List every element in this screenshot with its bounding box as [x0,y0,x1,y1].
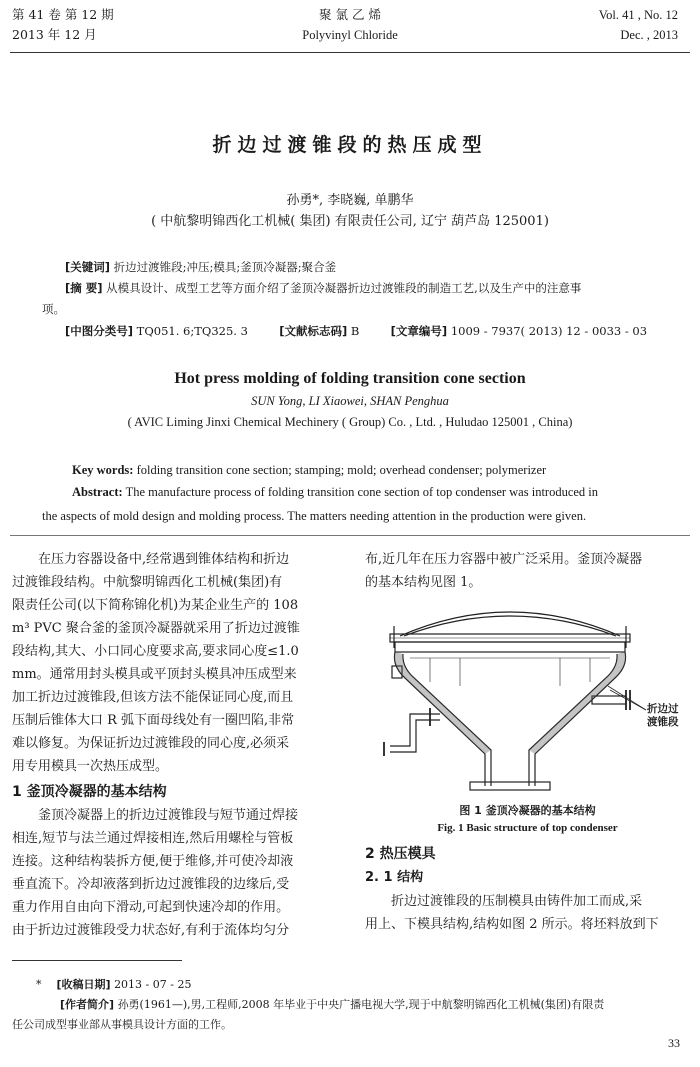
footnote-author-continued: 任公司成型事业部从事模具设计方面的工作。 [12,1018,232,1031]
body-line: 釜顶冷凝器上的折边过渡锥段与短节通过焊接 [38,808,299,823]
body-line: 在压力容器设备中,经常遇到锥体结构和折边 [38,552,290,567]
clc-label: [中图分类号] [65,324,134,338]
body-line: 相连,短节与法兰通过焊接相连,然后用螺栓与管板 [12,831,294,846]
article-title-en: Hot press molding of folding transition cone section [174,370,526,387]
body-line: 用专用模具一次热压成型。 [12,759,169,774]
body-line: 过渡锥段结构。中航黎明锦西化工机械(集团)有 [12,575,283,590]
bottom-flange [470,782,550,790]
body-line: mm。通常用封头模具或平顶封头模具冲压成型来 [12,667,297,682]
body-line: 加工折边过渡锥段,但该方法不能保证同心度,而且 [12,690,294,705]
section2-heading: 2 热压模具 [365,846,436,862]
authors-en: SUN Yong, LI Xiaowei, SHAN Penghua [251,394,449,408]
abstract-en-line1: The manufacture process of folding transition cone section of top condenser was introduced in [125,485,599,499]
abstract-cn-continued: 项。 [42,302,65,316]
abstract-en-label: Abstract: [72,485,123,499]
body-line: 重力作用自由向下滑动,可起到快速冷却的作用。 [12,900,290,915]
authors-cn: 孙勇*, 李晓巍, 单鹏华 [286,193,414,208]
short-shell [395,642,625,652]
body-line: 用上、下模具结构,结构如图 2 所示。将坯料放到下 [365,917,659,932]
right-column-intro [365,548,690,594]
section1-heading: 1 釜顶冷凝器的基本结构 [12,784,167,800]
received-value: 2013 - 07 - 25 [114,978,192,991]
keywords-en-text: folding transition cone section; stamping; mold; overhead condenser; polymerizer [136,463,547,477]
classification-line [65,321,685,341]
abstract-cn-text: 从模具设计、成型工艺等方面介绍了釜顶冷凝器折边过渡锥段的制造工艺,以及生产中的注意事 [106,281,582,295]
footnote-rule [12,960,182,961]
body-line: 由于折边过渡锥段受力状态好,有利于流体均匀分 [12,923,290,938]
keywords-cn-label: [关键词] [65,260,111,274]
body-line: 压制后锥体大口 R 弧下面母线处有一圈凹陷,非常 [12,713,295,728]
keywords-cn-text: 折边过渡锥段;冲压;模具;釜顶冷凝器;聚合釜 [113,260,337,274]
author-label: [作者简介] [60,998,115,1011]
section-divider [10,535,690,536]
abstract-en-line2: the aspects of mold design and molding process. The matters needing attention in the production were given. [42,509,587,523]
body-line: 限责任公司(以下简称锦化机)为某企业生产的 108 [12,598,299,613]
header-volume-en: Vol. 41 , No. 12 [598,8,678,22]
keywords-en-label: Key words: [72,463,134,477]
received-label: [收稿日期] [56,978,111,991]
body-line: 折边过渡锥段的压制模具由铸件加工而成,采 [391,894,643,909]
header-date-en: Dec. , 2013 [620,28,678,42]
keywords-cn [65,257,685,277]
body-line: 布,近几年在压力容器中被广泛采用。釜顶冷凝器 [365,552,643,567]
right-nozzle [592,696,626,704]
left-column [12,548,337,942]
article-title-cn: 折边过渡锥段的热压成型 [212,134,488,156]
affiliation-cn: ( 中航黎明锦西化工机械( 集团) 有限责任公司, 辽宁 葫芦岛 125001) [151,214,549,229]
body-line: m³ PVC 聚合釜的釜顶冷凝器就采用了折边过渡锥 [12,621,300,636]
header-journal-cn: 聚 氯 乙 烯 [319,7,381,22]
doc-code-label: [文献标志码] [279,324,348,338]
page-number: 33 [668,1036,680,1050]
doc-code-value: B [350,324,360,338]
figure-label-line1: 折边过 [647,703,679,715]
figure-label-line2: 渡锥段 [647,716,679,728]
author-text: 孙勇(1961—),男,工程师,2008 年毕业于中央广播电视大学,现于中航黎明锦西化工机械(集团)有限责 [117,998,605,1011]
abstract-cn [65,278,685,298]
clc-value: TQ051. 6;TQ325. 3 [136,324,248,338]
figure-label [647,703,679,729]
footnote-author [60,995,690,1015]
body-line: 连接。这种结构装拆方便,便于维修,并可使冷却液 [12,854,294,869]
footnote-received [36,975,686,995]
figure-caption-en: Fig. 1 Basic structure of top condenser [437,822,618,834]
keywords-en [72,459,692,481]
section21-heading: 2. 1 结构 [365,870,424,885]
header-journal-en: Polyvinyl Chloride [302,28,398,42]
affiliation-en: ( AVIC Liming Jinxi Chemical Mechinery ( Group) Co. , Ltd. , Huludao 125001 , China) [127,415,573,429]
body-line: 垂直流下。冷却液落到折边过渡锥段的边缘后,受 [12,877,290,892]
header-volume-cn: 第 41 卷 第 12 期 [12,7,114,22]
footnote-star: * [36,978,42,991]
body-line: 难以修复。为保证折边过渡锥段的同心度,必须采 [12,736,290,751]
article-no-value: 1009 - 7937( 2013) 12 - 0033 - 03 [450,324,648,338]
body-line: 段结构,其大、小口同心度要求高,要求同心度≤1.0 [12,644,299,659]
header-date-cn: 2013 年 12 月 [12,27,97,42]
abstract-en [72,481,692,503]
abstract-cn-label: [摘 要] [65,281,103,295]
left-pipe [390,714,440,746]
right-column-section2 [365,842,690,936]
article-no-label: [文章编号] [390,324,448,338]
figure-caption-cn: 图 1 釜顶冷凝器的基本结构 [459,804,596,817]
body-line: 的基本结构见图 1。 [365,575,482,590]
figure-1-condenser-drawing [370,596,690,796]
header-rule [10,52,690,53]
